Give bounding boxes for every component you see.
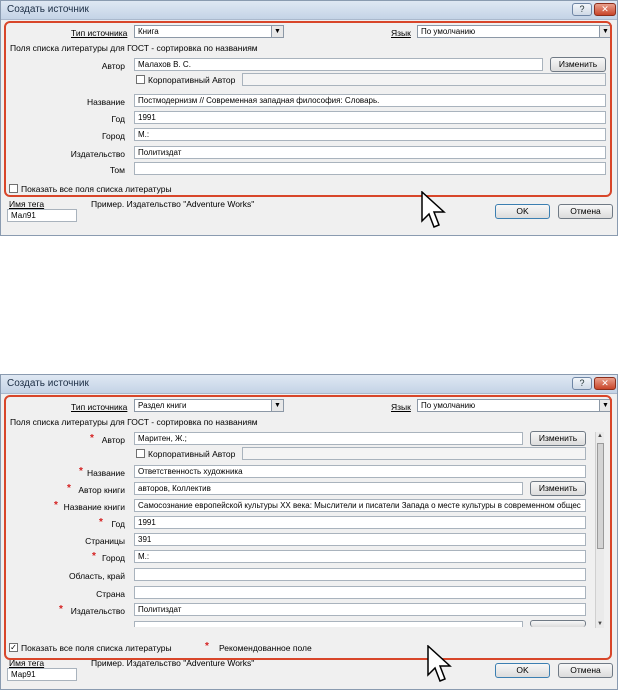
tag-name-field[interactable]: Мал91 bbox=[7, 209, 77, 222]
source-type-label: Тип источника bbox=[71, 28, 128, 38]
ok-button[interactable]: OK bbox=[495, 663, 550, 678]
title-field[interactable]: Ответственность художника bbox=[134, 465, 586, 478]
chevron-down-icon: ▼ bbox=[599, 400, 611, 411]
example-text: Пример. Издательство "Adventure Works" bbox=[91, 199, 255, 209]
year-field[interactable]: 1991 bbox=[134, 111, 606, 124]
close-button[interactable]: ✕ bbox=[594, 3, 616, 16]
city-field[interactable]: М.: bbox=[134, 128, 606, 141]
ok-button[interactable]: OK bbox=[495, 204, 550, 219]
book-title-label: Название книги bbox=[63, 502, 125, 512]
cancel-button[interactable]: Отмена bbox=[558, 204, 613, 219]
source-type-label: Тип источника bbox=[71, 402, 128, 412]
year-label: Год bbox=[111, 519, 125, 529]
help-button[interactable]: ? bbox=[572, 377, 592, 390]
scroll-up-arrow-icon[interactable]: ▲ bbox=[597, 433, 603, 439]
region-label: Область, край bbox=[68, 571, 125, 581]
author-label: Автор bbox=[101, 61, 125, 71]
required-field-legend: Рекомендованное поле bbox=[219, 643, 312, 653]
required-star-icon: * bbox=[79, 466, 83, 477]
author-field[interactable]: Малахов В. С. bbox=[134, 58, 543, 71]
book-author-field[interactable]: авторов, Коллектив bbox=[134, 482, 523, 495]
required-star-icon: * bbox=[54, 500, 58, 511]
publisher-label: Издательство bbox=[70, 606, 125, 616]
change-author-button[interactable]: Изменить bbox=[530, 431, 586, 446]
help-button[interactable]: ? bbox=[572, 3, 592, 16]
volume-label: Том bbox=[109, 165, 125, 175]
mouse-pointer-icon bbox=[427, 645, 453, 685]
chevron-down-icon: ▼ bbox=[599, 26, 611, 37]
dialog-title: Создать источник bbox=[7, 4, 89, 15]
change-author-button[interactable]: Изменить bbox=[550, 57, 606, 72]
required-star-icon: * bbox=[205, 641, 209, 652]
dialog-title: Создать источник bbox=[7, 378, 89, 389]
publisher-label: Издательство bbox=[70, 149, 125, 159]
publisher-field[interactable]: Политиздат bbox=[134, 146, 606, 159]
pages-label: Страницы bbox=[85, 536, 125, 546]
highlight-frame bbox=[4, 395, 612, 660]
dialog-titlebar bbox=[1, 1, 617, 20]
tag-name-label: Имя тега bbox=[9, 658, 45, 668]
cancel-button[interactable]: Отмена bbox=[558, 663, 613, 678]
pages-field[interactable]: 391 bbox=[134, 533, 586, 546]
show-all-fields-checkbox[interactable]: ✓ bbox=[10, 643, 17, 652]
title-field[interactable]: Постмодернизм // Современная западная философия: Словарь. bbox=[134, 94, 606, 107]
corporate-author-label: Корпоративный Автор bbox=[148, 449, 236, 459]
create-source-dialog-book-section bbox=[0, 374, 618, 690]
book-title-field[interactable]: Самосознание европейской культуры XX века: Мыслители и писатели Запада о месте культуры в современном общес bbox=[134, 499, 586, 512]
city-label: Город bbox=[102, 553, 125, 563]
section-title: Поля списка литературы для ГОСТ - сортировка по названиям bbox=[10, 43, 258, 53]
source-type-value: Раздел книги bbox=[138, 401, 187, 410]
year-label: Год bbox=[111, 114, 125, 124]
create-source-dialog-book bbox=[0, 0, 618, 236]
highlight-frame bbox=[4, 21, 612, 197]
tag-name-field[interactable]: Мар91 bbox=[7, 668, 77, 681]
show-all-fields-label: Показать все поля списка литературы bbox=[21, 184, 172, 194]
source-type-value: Книга bbox=[138, 27, 159, 36]
example-text: Пример. Издательство "Adventure Works" bbox=[91, 658, 255, 668]
language-value: По умолчанию bbox=[421, 27, 476, 36]
required-star-icon: * bbox=[92, 551, 96, 562]
chevron-down-icon: ▼ bbox=[271, 400, 283, 411]
required-star-icon: * bbox=[90, 433, 94, 444]
country-label: Страна bbox=[96, 589, 125, 599]
required-star-icon: * bbox=[99, 517, 103, 528]
publisher-field[interactable]: Политиздат bbox=[134, 603, 586, 616]
chevron-down-icon: ▼ bbox=[271, 26, 283, 37]
book-author-label: Автор книги bbox=[78, 485, 125, 495]
tag-name-label: Имя тега bbox=[9, 199, 45, 209]
required-star-icon: * bbox=[67, 483, 71, 494]
required-star-icon: * bbox=[59, 604, 63, 615]
mouse-pointer-icon bbox=[421, 191, 447, 231]
show-all-fields-label: Показать все поля списка литературы bbox=[21, 643, 172, 653]
title-label: Название bbox=[87, 97, 125, 107]
language-label: Язык bbox=[391, 402, 411, 412]
corporate-author-label: Корпоративный Автор bbox=[148, 75, 236, 85]
language-value: По умолчанию bbox=[421, 401, 476, 410]
title-label: Название bbox=[87, 468, 125, 478]
section-title: Поля списка литературы для ГОСТ - сортировка по названиям bbox=[10, 417, 258, 427]
language-label: Язык bbox=[391, 28, 411, 38]
close-button[interactable]: ✕ bbox=[594, 377, 616, 390]
change-book-author-button[interactable]: Изменить bbox=[530, 481, 586, 496]
city-field[interactable]: М.: bbox=[134, 550, 586, 563]
city-label: Город bbox=[102, 131, 125, 141]
dialog-titlebar bbox=[1, 375, 617, 394]
author-label: Автор bbox=[101, 435, 125, 445]
scroll-down-arrow-icon[interactable]: ▼ bbox=[597, 621, 603, 627]
year-field[interactable]: 1991 bbox=[134, 516, 586, 529]
author-field[interactable]: Маритен, Ж.; bbox=[134, 432, 523, 445]
